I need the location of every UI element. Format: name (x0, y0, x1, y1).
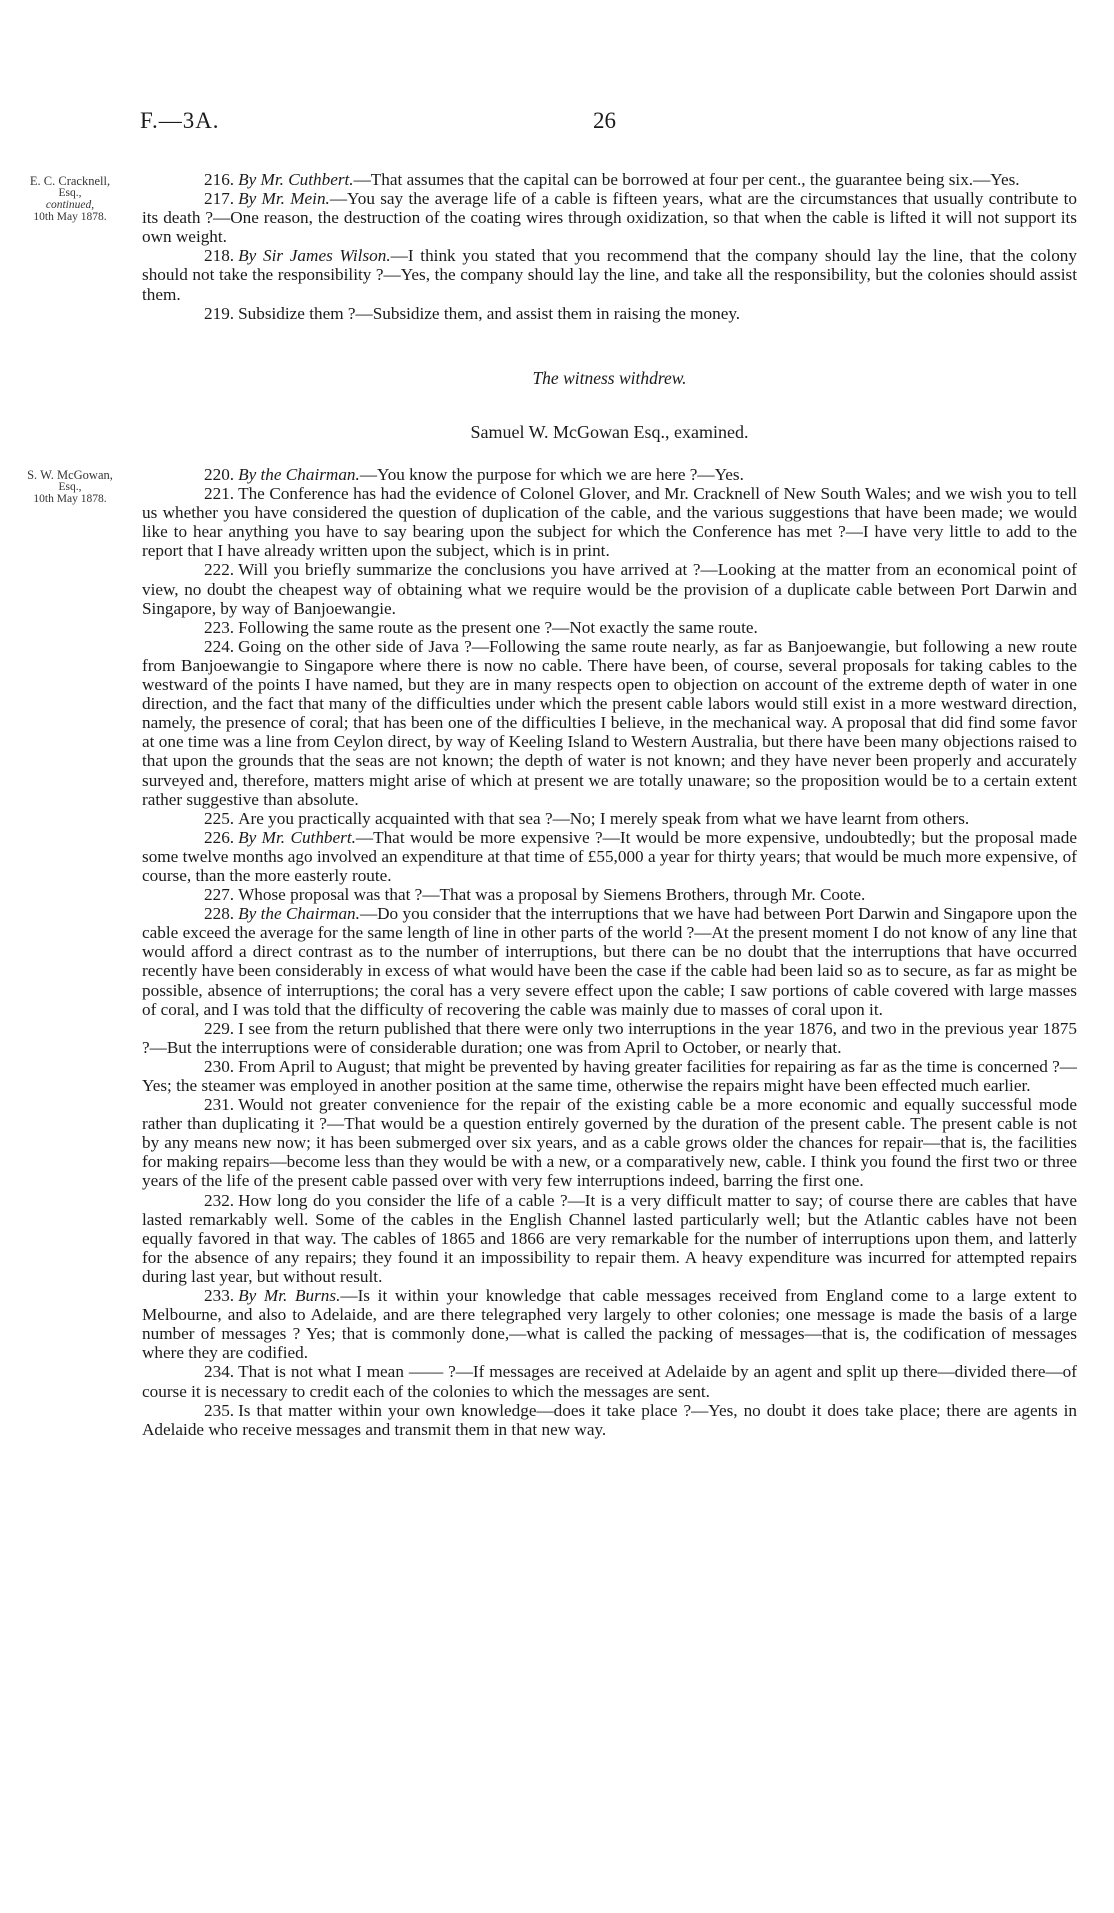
page-number: 26 (593, 108, 616, 133)
document-reference: F.—3A. (140, 108, 220, 133)
question-paragraph: 229. I see from the return published that there were only two interruptions in the year 1876, and two in the previous year 1875 ?—But the interruptions were of considerable duration; one was from April to October, or nearly that. (142, 1018, 1077, 1057)
witness-withdrew-note: The witness withdrew. (532, 368, 687, 388)
margin-note-title: Esq., (58, 481, 82, 493)
question-paragraph: 232. How long do you consider the life of a cable ?—It is a very difficult matter to say; of course there are cables that have lasted remarkably well. Some of the cables in the English Channel lasted particularly well; but the Atlantic cables have not been equally favored in that way. The cables of 1865 and 1866 are very remarkable for the number of interruptions upon them, and latterly for the absence of any repairs; they found it an impossibility to repair them. A heavy expenditure was incurred for attempted repairs during last year, but without result. (142, 1190, 1077, 1286)
question-paragraph: 233. By Mr. Burns.—Is it within your knowledge that cable messages received from England come to a large extent to Melbourne, and also to Adelaide, and are there telegraphed very largely to other colonies; one message is made the basis of a large number of messages ? Yes; that is commonly done,—what is called the packing of messages—that is, the codification of messages where they are codified. (142, 1286, 1078, 1363)
question-paragraph: 231. Would not greater convenience for the repair of the existing cable be a more economic and equally successful mode rather than duplicating it ?—That would be a question entirely governed by the duration of the present cable. The present cable is not by any means new now; it has been submerged over six years, and as a cable grows older the chances for repair—that is, the facilities for making repairs—become less than they would be with a new, or a comparatively new, cable. I think you found the first two or three years of the life of the present cable passed over with very few interruptions indeed, barring the first one. (142, 1095, 1077, 1191)
margin-note-title: Esq., (58, 187, 82, 199)
question-paragraph: 223. Following the same route as the present one ?—Not exactly the same route. (204, 617, 758, 637)
question-paragraph: 217. By Mr. Mein.—You say the average life of a cable is fifteen years, what are the circumstances that usually contribute to its death ?—One reason, the destruction of the coating wires through oxidization, so that when the cable is lifted it will not support its own weight. (142, 189, 1078, 247)
margin-note-witness: E. C. Cracknell, (29, 174, 111, 188)
margin-note-witness: S. W. McGowan, (27, 468, 113, 482)
testimony-block-mcgowan (142, 465, 1077, 1439)
question-paragraph: 235. Is that matter within your own knowledge—does it take place ?—Yes, no doubt it does take place; there are agents in Adelaide who receive messages and transmit them in that new way. (142, 1400, 1077, 1439)
margin-note-date: 10th May 1878. (33, 211, 107, 223)
question-paragraph: 227. Whose proposal was that ?—That was a proposal by Siemens Brothers, through Mr. Coote. (204, 885, 866, 905)
question-paragraph: 225. Are you practically acquainted with that sea ?—No; I merely speak from what we have learnt from others. (204, 808, 970, 828)
margin-note-date: 10th May 1878. (33, 493, 107, 505)
question-paragraph: 219. Subsidize them ?—Subsidize them, and assist them in raising the money. (204, 303, 741, 323)
section-title: Samuel W. McGowan Esq., examined. (470, 422, 749, 442)
question-paragraph: 216. By Mr. Cuthbert.—That assumes that the capital can be borrowed at four per cent., the guarantee being six.—Yes. (204, 170, 1020, 189)
margin-note-cracknell (6, 175, 134, 223)
question-paragraph: 230. From April to August; that might be prevented by having greater facilities for repairing as far as the time is concerned ?—Yes; the steamer was employed in another position at the same time, otherwise the repairs might have been effected much earlier. (142, 1056, 1077, 1095)
testimony-block-cracknell (142, 170, 1077, 323)
question-paragraph: 228. By the Chairman.—Do you consider that the interruptions that we have had between Port Darwin and Singapore upon the cable exceed the average for the same length of line in other parts of the world ?—At the present moment I do not know of any line that would afford a direct contrast as to the number of interruptions, but there can be no doubt that the interruptions that have occurred recently have been considerably in excess of what would have been the case if the cable had been laid so as to secure, as far as might be possible, absence of interruptions; the coral has a very severe effect upon the cable; I saw portions of cable covered with large masses of coral, and I was told that the difficulty of recovering the cable was mainly due to masses of coral upon it. (142, 904, 1078, 1019)
question-paragraph: 226. By Mr. Cuthbert.—That would be more expensive ?—It would be more expensive, undoubtedly; but the proposal made some twelve months ago involved an expenditure at that time of £55,000 a year for thirty years; that would be much more expensive, of course, than the more easterly route. (142, 827, 1077, 885)
question-paragraph: 218. By Sir James Wilson.—I think you stated that you recommend that the company should lay the line, that the colony should not take the responsibility ?—Yes, the company should lay the line, and take all the responsibility, but the colonies should assist them. (142, 246, 1077, 304)
question-paragraph: 221. The Conference has had the evidence of Colonel Glover, and Mr. Cracknell of New South Wales; and we wish you to tell us whether you have considered the question of duplication of the cable, and the various suggestions that have been made; we would like to hear anything you have to say bearing upon the subject for which the Conference has met ?—I have very little to add to the report that I have already written upon the subject, which is in print. (142, 484, 1077, 561)
question-paragraph: 220. By the Chairman.—You know the purpose for which we are here ?—Yes. (204, 465, 744, 484)
question-paragraph: 222. Will you briefly summarize the conclusions you have arrived at ?—Looking at the matter from an economical point of view, no doubt the cheapest way of obtaining what we require would be the provision of a duplicate cable between Port Darwin and Singapore, by way of Banjoewangie. (142, 560, 1077, 618)
question-paragraph: 234. That is not what I mean —— ?—If messages are received at Adelaide by an agent and split up there—divided there—of course it is necessary to credit each of the colonies to which the messages are sent. (142, 1362, 1077, 1401)
margin-note-continued: continued, (45, 199, 95, 211)
question-paragraph: 224. Going on the other side of Java ?—Following the same route nearly, as far as Banjoewangie, but following a new route from Banjoewangie to Singapore where there is now no cable. There have been, of course, several proposals for taking cables to the westward of the points I have named, but they are in many respects open to objection on account of the extreme depth of water in one direction, and the fact that many of the difficulties under which the present cable labors would still exist in a more westward direction, namely, the presence of coral; that has been one of the difficulties I believe, in the mechanical way. A proposal that did find some favor at one time was a line from Ceylon direct, by way of Keeling Island to Western Australia, but there have been many objections raised to that upon the grounds that the seas are not known; the depth of water is not known; and they have never been properly and accurately surveyed and, therefore, matters might arise of which at present we are totally unaware; so the proposition would be to a certain extent rather suggestive than absolute. (142, 636, 1077, 809)
margin-note-mcgowan (6, 469, 134, 505)
